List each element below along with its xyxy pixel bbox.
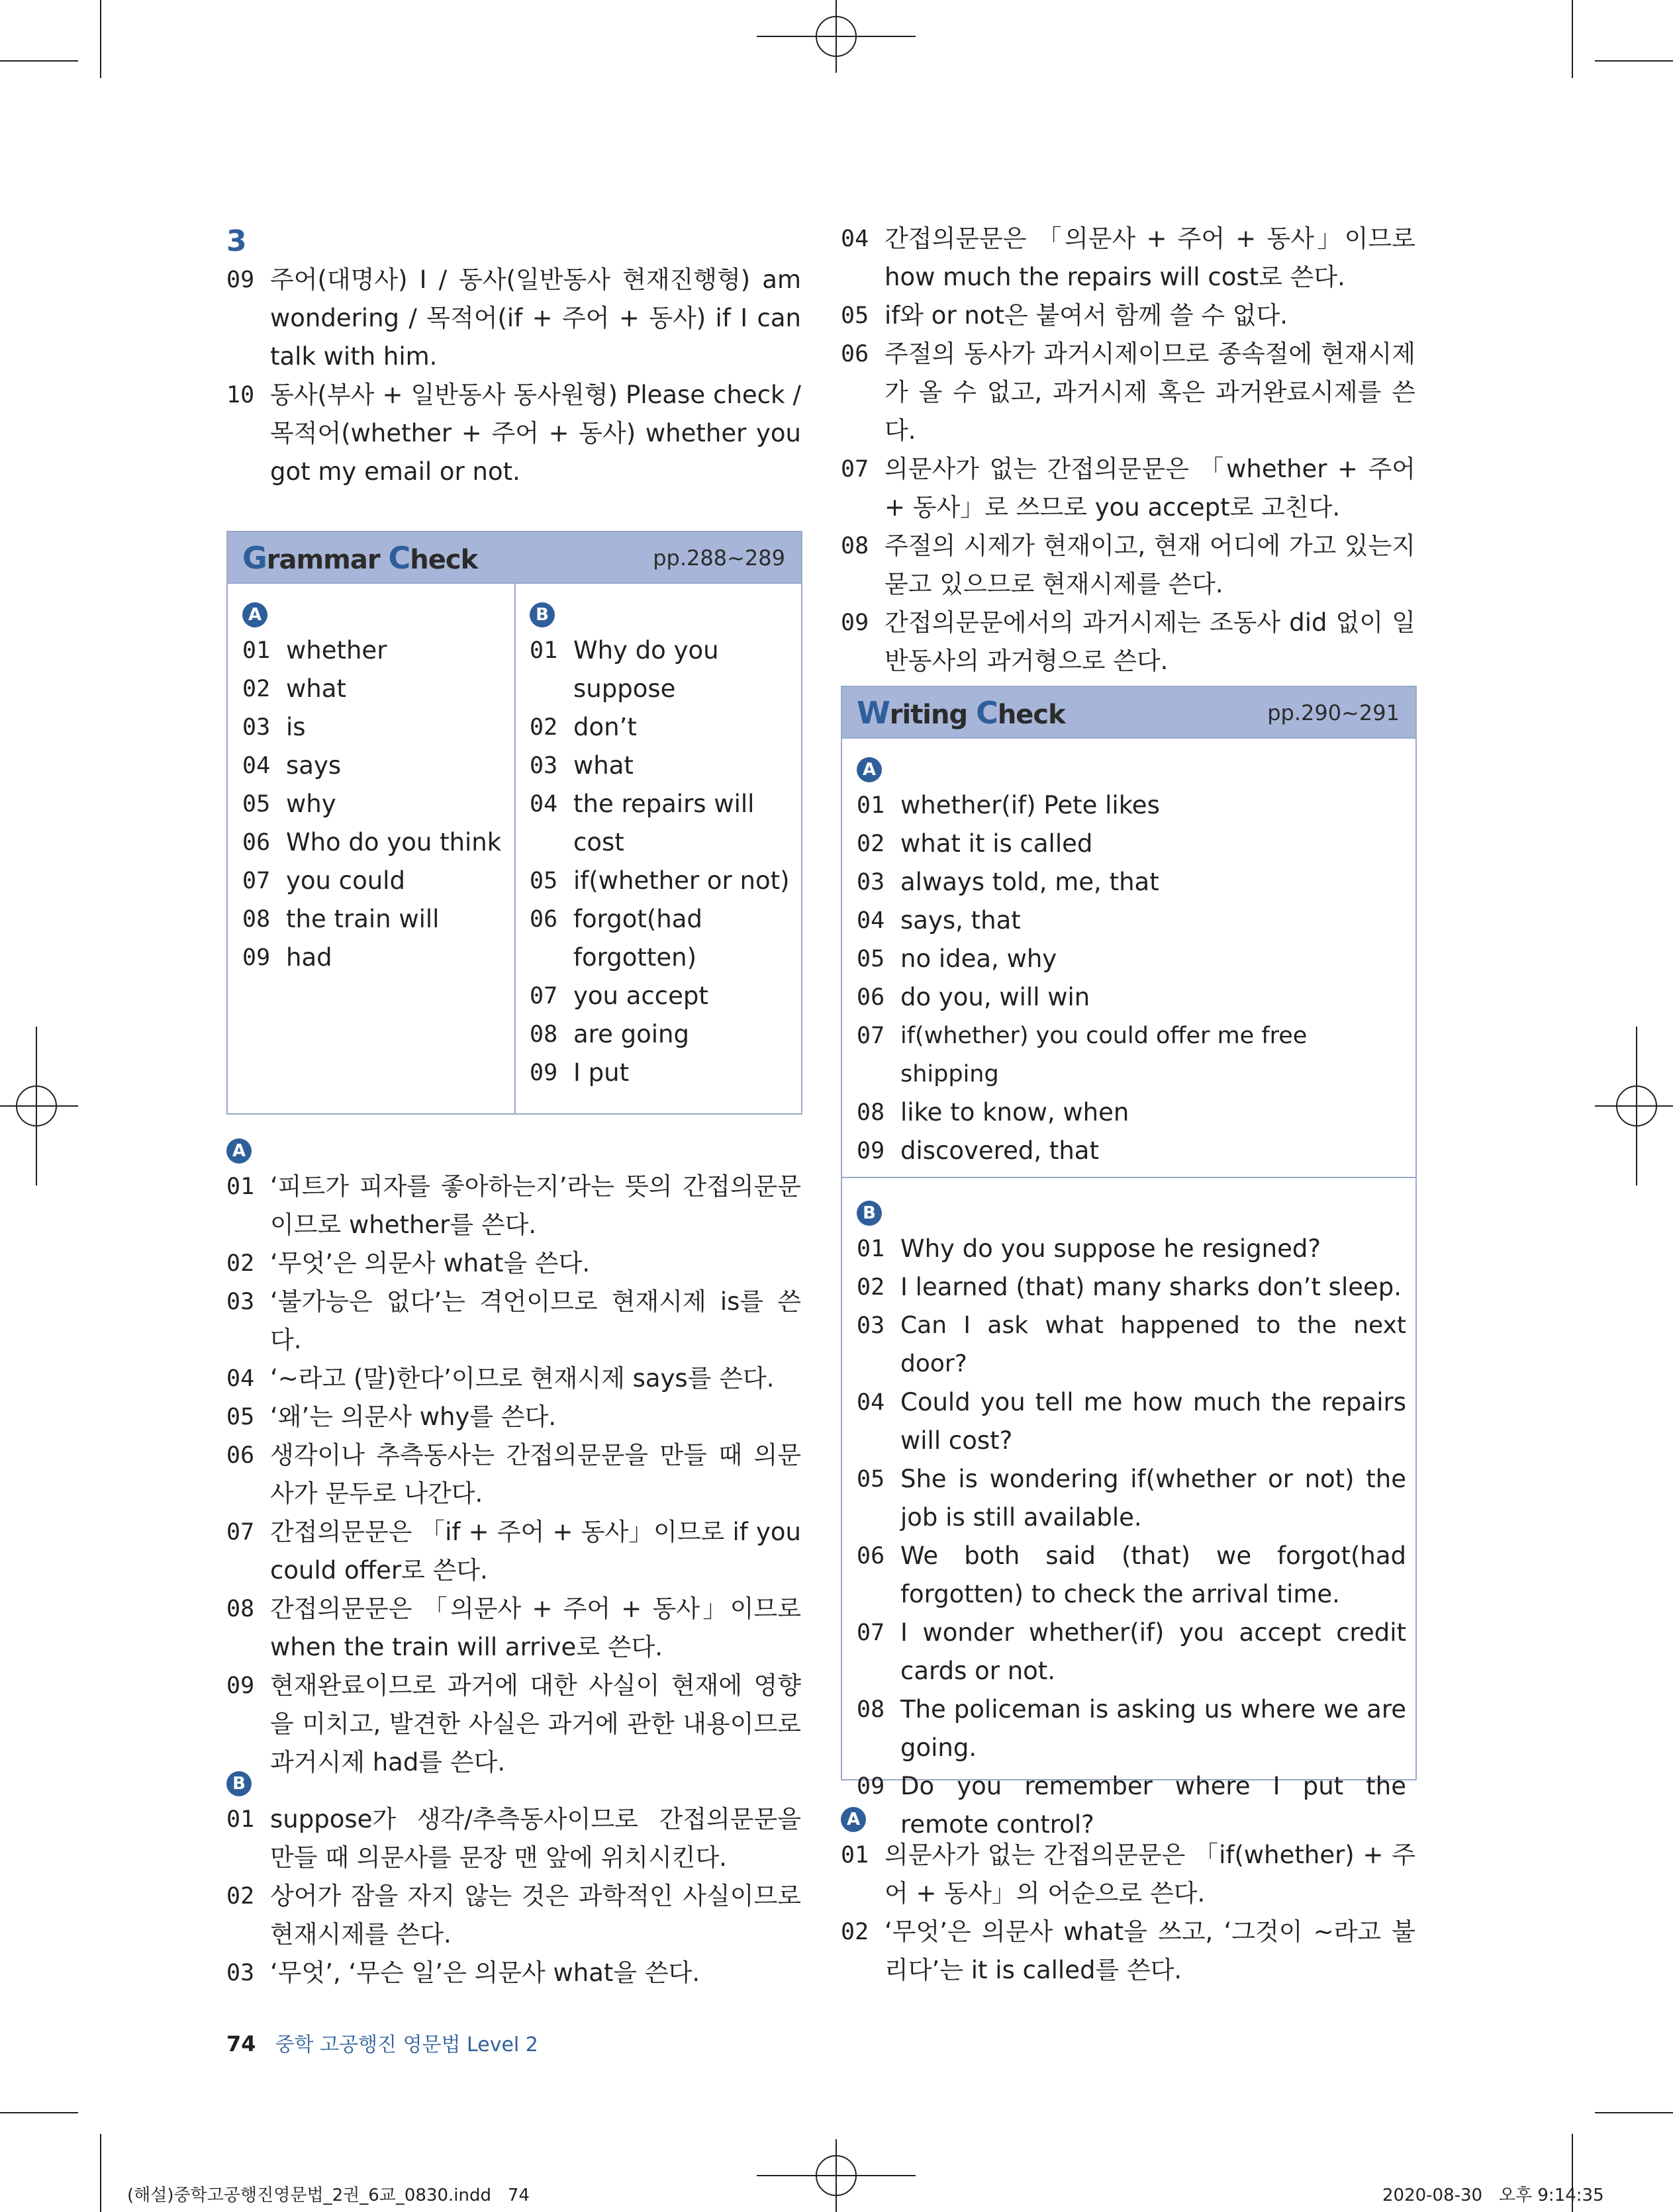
grammar-check-box [226,531,802,1115]
grammar-check-pages: pp.288~289 [653,545,785,571]
writing-check-header [842,687,1415,739]
list-item: 08 are going [530,1020,689,1048]
list-item: 06 Who do you think [242,828,502,856]
part-a-badge: A [841,1807,866,1832]
list-item: 04 Could you tell me how much the repairs will cost? [857,1388,1406,1455]
list-item: 03 always told, me, that [857,868,1159,896]
part-a-badge: A [242,602,267,627]
list-item: 04 the repairs will cost [530,790,755,856]
list-item: 02 don’t [530,713,637,741]
list-item: 09 주어(대명사) I / 동사(일반동사 현재진행형) am wondering / 목적어(if + 주어 + 동사) if I can talk with him. [226,265,801,371]
list-item: 01 Why do you suppose he resigned? [857,1234,1321,1263]
list-item: 05 She is wondering if(whether or not) the job is still available. [857,1465,1406,1532]
list-item: 06 do you, will win [857,983,1090,1011]
list-item: 04 간접의문문은 「의문사 + 주어 + 동사」이므로 how much the repairs will cost로 쓴다. [841,224,1415,291]
part-a-badge: A [857,757,882,782]
list-item: 03 what [530,751,634,780]
list-item: 09 had [242,943,332,972]
list-item: 08 like to know, when [857,1098,1129,1127]
list-item: 03 is [242,713,306,741]
list-item: 01 suppose가 생각/추측동사이므로 간접의문문을 만들 때 의문사를 문장 맨 앞에 위치시킨다. [226,1805,801,1872]
grammar-check-col-a [242,593,507,977]
list-item: 08 the train will [242,905,440,933]
print-slug-datetime: 2020-08-30 오후 9:14:35 [1382,2186,1604,2205]
list-item: 09 간접의문문에서의 과거시제는 조동사 did 없이 일반동사의 과거형으로 쓴다. [841,608,1415,675]
writing-check-title: Writing Check [857,695,1065,731]
list-item: 02 what [242,674,346,703]
list-item: 01 의문사가 없는 간접의문문은 「if(whether) + 주어 + 동사」의 어순으로 쓴다. [841,1841,1415,1908]
list-item: 09 discovered, that [857,1136,1099,1165]
list-item: 03 ‘무엇’, ‘무슨 일’은 의문사 what을 쓴다. [226,1959,700,1987]
list-item: 02 what it is called [857,829,1093,858]
part-b-badge: B [857,1201,882,1226]
list-item: 02 상어가 잠을 자지 않는 것은 과학적인 사실이므로 현재시제를 쓴다. [226,1882,801,1949]
writing-check-pages: pp.290~291 [1267,700,1400,725]
list-item: 07 if(whether) you could offer me free shipping [857,1023,1308,1087]
explanations-b-continued [841,220,1415,680]
part-b-badge: B [226,1771,252,1796]
list-item: 04 says [242,751,342,780]
list-item: 06 We both said (that) we forgot(had forgotten) to check the arrival time. [857,1542,1406,1608]
explanations-b [226,1762,801,1992]
list-item: 07 you could [242,866,405,895]
book-title: 중학 고공행진 영문법 Level 2 [275,2033,538,2056]
column-divider [514,584,516,1113]
part-b-badge: B [530,602,555,627]
writing-check-part-a [842,739,1415,1177]
list-item: 01 whether(if) Pete likes [857,791,1160,819]
list-item: 04 ‘~라고 (말)한다’이므로 현재시제 says를 쓴다. [226,1364,775,1393]
grammar-check-title: Grammar Check [242,540,478,576]
writing-check-box [841,686,1417,1839]
list-item: 02 I learned (that) many sharks don’t sleep. [857,1273,1402,1301]
list-item: 07 간접의문문은 「if + 주어 + 동사」이므로 if you could offer로 쓴다. [226,1518,801,1585]
list-item: 06 주절의 동사가 과거시제이므로 종속절에 현재시제가 올 수 없고, 과거시제 혹은 과거완료시제를 쓴다. [841,340,1415,445]
list-item: 06 생각이나 추측동사는 간접의문문을 만들 때 의문사가 문두로 나간다. [226,1441,801,1508]
list-item: 07 you accept [530,982,708,1010]
list-item: 08 The policeman is asking us where we are going. [857,1695,1406,1762]
list-item: 05 ‘왜’는 의문사 why를 쓴다. [226,1403,557,1431]
grammar-check-col-b [530,593,793,1092]
writing-check-part-b [842,1178,1415,1851]
explanations-a [226,1129,801,1782]
page-footer [226,2028,538,2057]
list-item: 09 현재완료이므로 과거에 대한 사실이 현재에 영향을 미치고, 발견한 사실은 과거에 관한 내용이므로 과거시제 had를 쓴다. [226,1671,801,1776]
list-item: 05 if와 or not은 붙여서 함께 쓸 수 없다. [841,301,1288,330]
list-item: 02 ‘무엇’은 의문사 what을 쓰고, ‘그것이 ~라고 불리다’는 it is called를 쓴다. [841,1917,1415,1984]
list-item: 04 says, that [857,906,1021,935]
grammar-check-header [228,532,801,584]
print-slug-file: (해설)중학고공행진영문법_2권_6교_0830.indd 74 [127,2186,530,2205]
writing-explanations-a [841,1798,1415,1990]
list-item: 01 whether [242,636,387,665]
list-item: 10 동사(부사 + 일반동사 동사원형) Please check / 목적어(whether + 주어 + 동사) whether you got my email or not. [226,381,801,486]
list-item: 05 no idea, why [857,945,1057,973]
list-item: 05 why [242,790,336,818]
list-item: 06 forgot(had forgotten) [530,905,702,972]
list-item: 07 I wonder whether(if) you accept credit cards or not. [857,1618,1406,1685]
list-item: 05 if(whether or not) [530,866,790,895]
list-item: 07 의문사가 없는 간접의문문은 「whether + 주어 + 동사」로 쓰므로 you accept로 고친다. [841,455,1415,522]
grammar-check-body [228,584,801,1113]
list-item: 08 주절의 시제가 현재이고, 현재 어디에 가고 있는지 묻고 있으므로 현재시제를 쓴다. [841,531,1415,598]
list-item: 09 I put [530,1058,630,1087]
section-3 [226,222,801,491]
list-item: 01 ‘피트가 피자를 좋아하는지’라는 뜻의 간접의문문이므로 whether를 쓴다. [226,1172,801,1239]
list-item: 03 Can I ask what happened to the next door? [857,1312,1406,1377]
part-a-badge: A [226,1138,252,1164]
list-item: 02 ‘무엇’은 의문사 what을 쓴다. [226,1249,591,1277]
list-item: 03 ‘불가능은 없다’는 격언이므로 현재시제 is를 쓴다. [226,1287,801,1354]
page-number: 74 [226,2031,256,2056]
list-item: 09 Do you remember where I put the remote control? [857,1772,1406,1839]
section-number: 3 [226,224,247,258]
list-item: 01 Why do you suppose [530,636,719,703]
list-item: 08 간접의문문은 「의문사 + 주어 + 동사」이므로 when the train will arrive로 쓴다. [226,1594,801,1661]
